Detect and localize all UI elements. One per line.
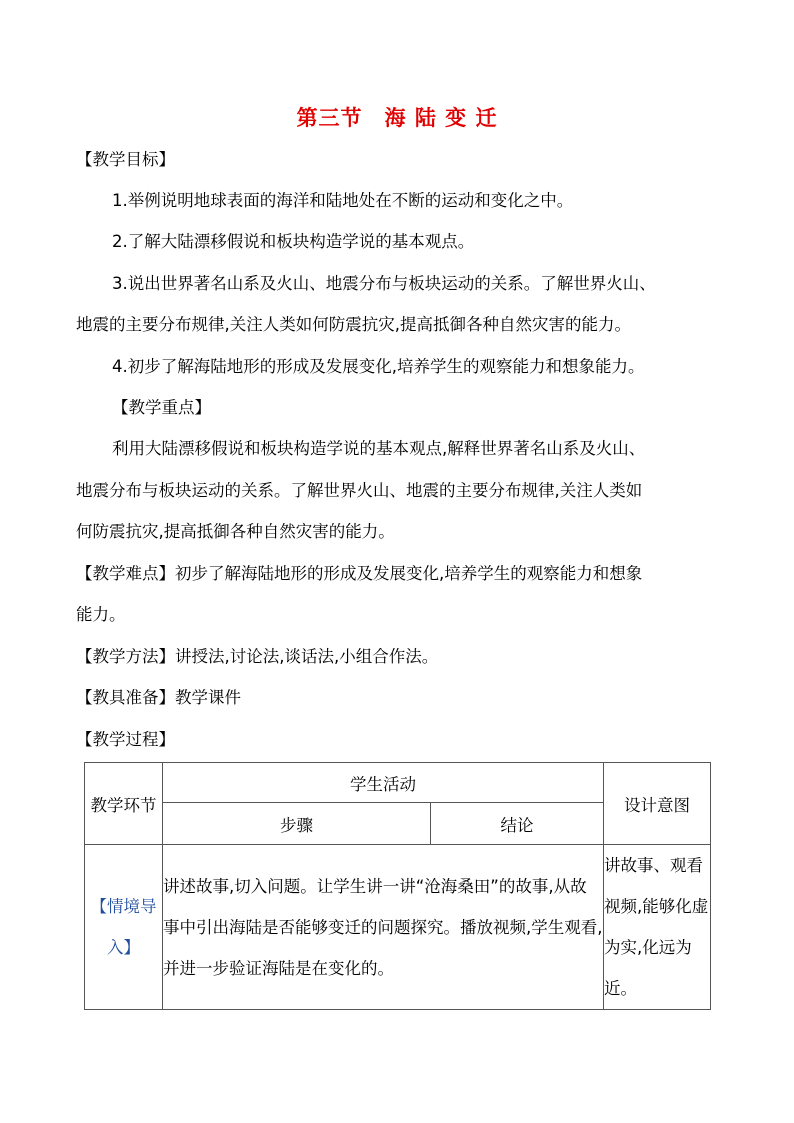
table-row — [85, 845, 711, 1010]
difficulties-line-2: 能力。 — [76, 605, 126, 624]
key-points-heading: 【教学重点】 — [112, 398, 211, 417]
key-points-line-3: 何防震抗灾,提高抵御各种自然灾害的能力。 — [76, 522, 395, 541]
header-conclusion: 结论 — [431, 803, 604, 845]
header-steps: 步骤 — [163, 803, 431, 845]
title-section: 第三节 — [296, 106, 363, 130]
objectives-heading: 【教学目标】 — [76, 150, 175, 169]
row-steps: 讲述故事,切入问题。让学生讲一讲“沧海桑田”的故事,从故事中引出海陆是否能够变迁的问题探究。播放视频,学生观看,并进一步验证海陆是在变化的。 — [163, 845, 604, 1010]
difficulties-text: 初步了解海陆地形的形成及发展变化,培养学生的观察能力和想象 — [175, 564, 643, 583]
process-heading: 【教学过程】 — [76, 730, 175, 749]
methods-text: 讲授法,讨论法,谈话法,小组合作法。 — [175, 647, 439, 666]
key-points-line-1: 利用大陆漂移假说和板块构造学说的基本观点,解释世界著名山系及火山、 — [112, 439, 646, 458]
key-points-line-2: 地震分布与板块运动的关系。了解世界火山、地震的主要分布规律,关注人类如 — [76, 481, 643, 500]
objective-item-4: 4.初步了解海陆地形的形成及发展变化,培养学生的观察能力和想象能力。 — [112, 357, 645, 376]
tools-heading: 【教具准备】 — [76, 688, 175, 707]
difficulties-line-1 — [76, 563, 642, 585]
tools-text: 教学课件 — [175, 688, 241, 707]
row-intent: 讲故事、观看视频,能够化虚为实,化远为近。 — [604, 845, 711, 1010]
table-header-row — [85, 763, 711, 803]
title-topic: 海 陆 变 迁 — [384, 106, 498, 130]
methods-line — [76, 646, 438, 668]
difficulties-heading: 【教学难点】 — [76, 564, 175, 583]
tools-line — [76, 687, 241, 709]
objective-item-1: 1.举例说明地球表面的海洋和陆地处在不断的运动和变化之中。 — [112, 191, 574, 210]
page-title — [0, 102, 794, 132]
process-table — [84, 762, 711, 1010]
objective-item-2: 2.了解大陆漂移假说和板块构造学说的基本观点。 — [112, 232, 475, 251]
header-intent: 设计意图 — [604, 763, 711, 845]
header-stage: 教学环节 — [85, 763, 163, 845]
methods-heading: 【教学方法】 — [76, 647, 175, 666]
objective-item-3: 3.说出世界著名山系及火山、地震分布与板块运动的关系。了解世界火山、 — [112, 274, 656, 293]
objective-item-3-cont: 地震的主要分布规律,关注人类如何防震抗灾,提高抵御各种自然灾害的能力。 — [76, 315, 631, 334]
header-activity: 学生活动 — [163, 763, 604, 803]
row-stage: 【情境导入】 — [85, 845, 163, 1010]
